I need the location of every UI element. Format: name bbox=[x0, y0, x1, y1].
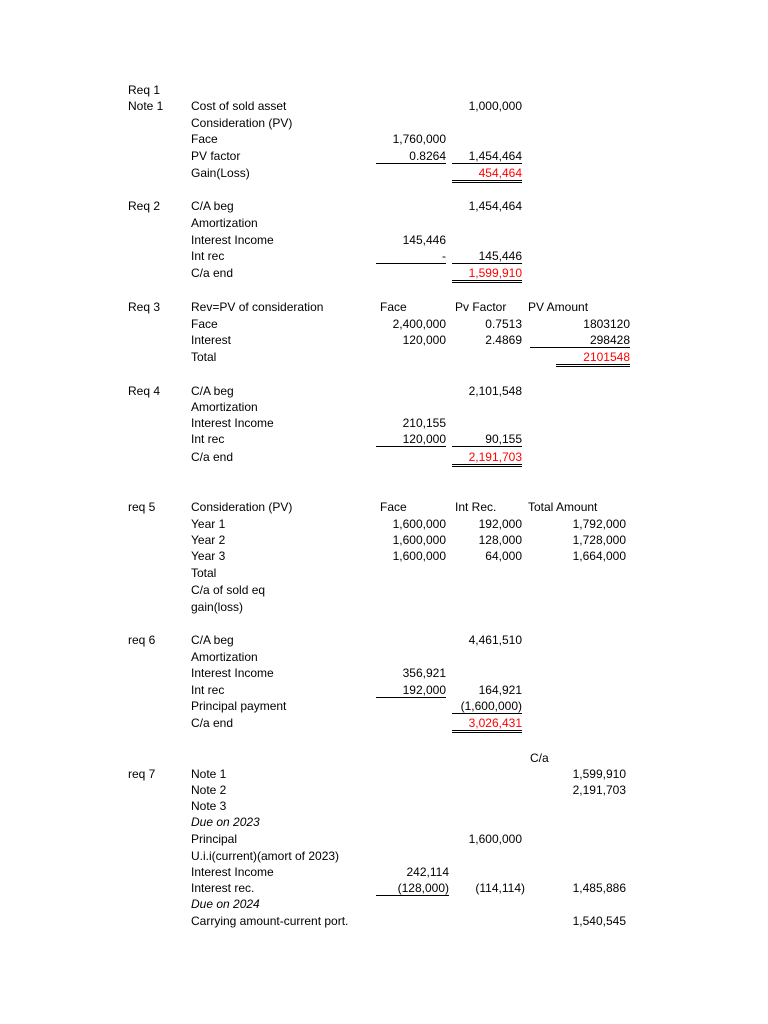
req1-label-cost: Cost of sold asset bbox=[191, 99, 287, 113]
req7-amort-value: (114,114) bbox=[475, 881, 525, 895]
req7-note2-value: 2,191,703 bbox=[572, 783, 626, 797]
req6-label-intrec: Int rec bbox=[191, 683, 225, 697]
req5-year2-total: 1,728,000 bbox=[572, 533, 626, 547]
req2-label-caend: C/a end bbox=[191, 266, 234, 280]
req2-interest-value: 145,446 bbox=[402, 233, 446, 247]
req1-title: Req 1 bbox=[128, 83, 161, 97]
req7-label-note2: Note 2 bbox=[191, 783, 227, 797]
req7-label-due2023: Due on 2023 bbox=[191, 815, 260, 829]
req1-label-pvfactor: PV factor bbox=[191, 149, 241, 163]
req5-year1-face: 1,600,000 bbox=[392, 517, 446, 531]
req3-interest-amount: 298428 bbox=[530, 333, 630, 348]
req3-header-label: Rev=PV of consideration bbox=[191, 300, 324, 314]
req5-label-total: Total bbox=[191, 566, 217, 580]
req3-header-face: Face bbox=[380, 300, 407, 314]
req5-year2-intrec: 128,000 bbox=[478, 533, 522, 547]
req6-caend-value: 3,026,431 bbox=[452, 716, 522, 733]
req7-intrec-value: (128,000) bbox=[376, 881, 449, 896]
req7-current-value: 1,485,886 bbox=[572, 881, 626, 895]
req1-gain-value: 454,464 bbox=[452, 166, 522, 183]
req6-intrec-value: 192,000 bbox=[376, 683, 446, 698]
req4-amort-value: 90,155 bbox=[452, 432, 522, 447]
req7-label-principal: Principal bbox=[191, 832, 238, 846]
req5-label-year2: Year 2 bbox=[191, 533, 226, 547]
req5-year3-intrec: 64,000 bbox=[485, 549, 522, 563]
req5-title: req 5 bbox=[128, 500, 156, 514]
req6-label-amort: Amortization bbox=[191, 650, 258, 664]
req1-label-gain: Gain(Loss) bbox=[191, 166, 250, 180]
req1-cost-value: 1,000,000 bbox=[468, 99, 522, 113]
req7-interest-value: 242,114 bbox=[406, 865, 449, 879]
req1-note-label: Note 1 bbox=[128, 99, 164, 113]
req3-header-pvfactor: Pv Factor bbox=[455, 300, 507, 314]
req7-label-carrying: Carrying amount-current port. bbox=[191, 914, 349, 928]
req1-pvfactor-value: 0.8264 bbox=[376, 149, 446, 164]
req3-title: Req 3 bbox=[128, 300, 161, 314]
req3-face-face: 2,400,000 bbox=[392, 317, 446, 331]
req4-intrec-value: 120,000 bbox=[376, 432, 446, 447]
req6-principal-value: (1,600,000) bbox=[452, 699, 522, 714]
req3-label-face: Face bbox=[191, 317, 218, 331]
req3-label-interest: Interest bbox=[191, 333, 232, 347]
req2-label-cabeg: C/A beg bbox=[191, 199, 234, 213]
req1-face-value: 1,760,000 bbox=[392, 132, 446, 146]
req5-year3-total: 1,664,000 bbox=[572, 549, 626, 563]
req5-header-face: Face bbox=[380, 500, 407, 514]
req2-amort-value: 145,446 bbox=[452, 249, 522, 264]
req5-year2-face: 1,600,000 bbox=[392, 533, 446, 547]
req5-header-total: Total Amount bbox=[528, 500, 598, 514]
req1-label-consideration: Consideration (PV) bbox=[191, 116, 293, 130]
req5-year1-intrec: 192,000 bbox=[478, 517, 522, 531]
req5-year1-total: 1,792,000 bbox=[572, 517, 626, 531]
req4-interest-value: 210,155 bbox=[402, 416, 446, 430]
req4-cabeg-value: 2,101,548 bbox=[468, 384, 522, 398]
req4-label-amort: Amortization bbox=[191, 400, 258, 414]
req3-header-pvamount: PV Amount bbox=[528, 300, 589, 314]
req5-header-intrec: Int Rec. bbox=[455, 500, 497, 514]
req7-label-note3: Note 3 bbox=[191, 799, 227, 813]
req1-pv-value: 1,454,464 bbox=[452, 149, 522, 164]
req5-label-ca-sold: C/a of sold eq bbox=[191, 583, 266, 597]
req5-label-year1: Year 1 bbox=[191, 517, 226, 531]
req4-label-cabeg: C/A beg bbox=[191, 384, 234, 398]
req5-year3-face: 1,600,000 bbox=[392, 549, 446, 563]
req7-label-interest: Interest Income bbox=[191, 865, 274, 879]
req7-label-note1: Note 1 bbox=[191, 767, 227, 781]
req7-col-header: C/a bbox=[530, 751, 549, 765]
req2-label-interest: Interest Income bbox=[191, 233, 274, 247]
req2-intrec-value: - bbox=[376, 249, 446, 264]
req4-title: Req 4 bbox=[128, 384, 161, 398]
req6-title: req 6 bbox=[128, 633, 156, 647]
req6-label-interest: Interest Income bbox=[191, 666, 274, 680]
req6-cabeg-value: 4,461,510 bbox=[468, 633, 522, 647]
req3-face-amount: 1803120 bbox=[583, 317, 630, 331]
req2-label-intrec: Int rec bbox=[191, 249, 225, 263]
req3-interest-factor: 2.4869 bbox=[485, 333, 522, 347]
req3-interest-face: 120,000 bbox=[402, 333, 446, 347]
req3-face-factor: 0.7513 bbox=[485, 317, 522, 331]
req7-title: req 7 bbox=[128, 767, 156, 781]
req5-label-gain: gain(loss) bbox=[191, 600, 244, 614]
req7-label-uii: U.i.i(current)(amort of 2023) bbox=[191, 849, 340, 863]
req2-cabeg-value: 1,454,464 bbox=[468, 199, 522, 213]
req2-caend-value: 1,599,910 bbox=[452, 266, 522, 283]
req7-principal-value: 1,600,000 bbox=[468, 832, 522, 846]
req7-carrying-value: 1,540,545 bbox=[572, 914, 626, 928]
req4-label-intrec: Int rec bbox=[191, 432, 225, 446]
req4-label-interest: Interest Income bbox=[191, 416, 274, 430]
req5-header-label: Consideration (PV) bbox=[191, 500, 293, 514]
req6-label-principal: Principal payment bbox=[191, 699, 287, 713]
req6-label-cabeg: C/A beg bbox=[191, 633, 234, 647]
req7-note1-value: 1,599,910 bbox=[572, 767, 626, 781]
req7-label-due2024: Due on 2024 bbox=[191, 897, 260, 911]
req3-total-amount: 2101548 bbox=[556, 350, 630, 367]
req3-label-total: Total bbox=[191, 350, 217, 364]
req6-interest-value: 356,921 bbox=[402, 666, 446, 680]
req2-title: Req 2 bbox=[128, 199, 161, 213]
req4-caend-value: 2,191,703 bbox=[452, 450, 522, 467]
req1-label-face: Face bbox=[191, 132, 218, 146]
req6-amort-value: 164,921 bbox=[478, 683, 522, 697]
req6-label-caend: C/a end bbox=[191, 716, 234, 730]
req5-label-year3: Year 3 bbox=[191, 549, 226, 563]
req4-label-caend: C/a end bbox=[191, 450, 234, 464]
req7-label-intrec: Interest rec. bbox=[191, 881, 255, 895]
req2-label-amort: Amortization bbox=[191, 216, 258, 230]
